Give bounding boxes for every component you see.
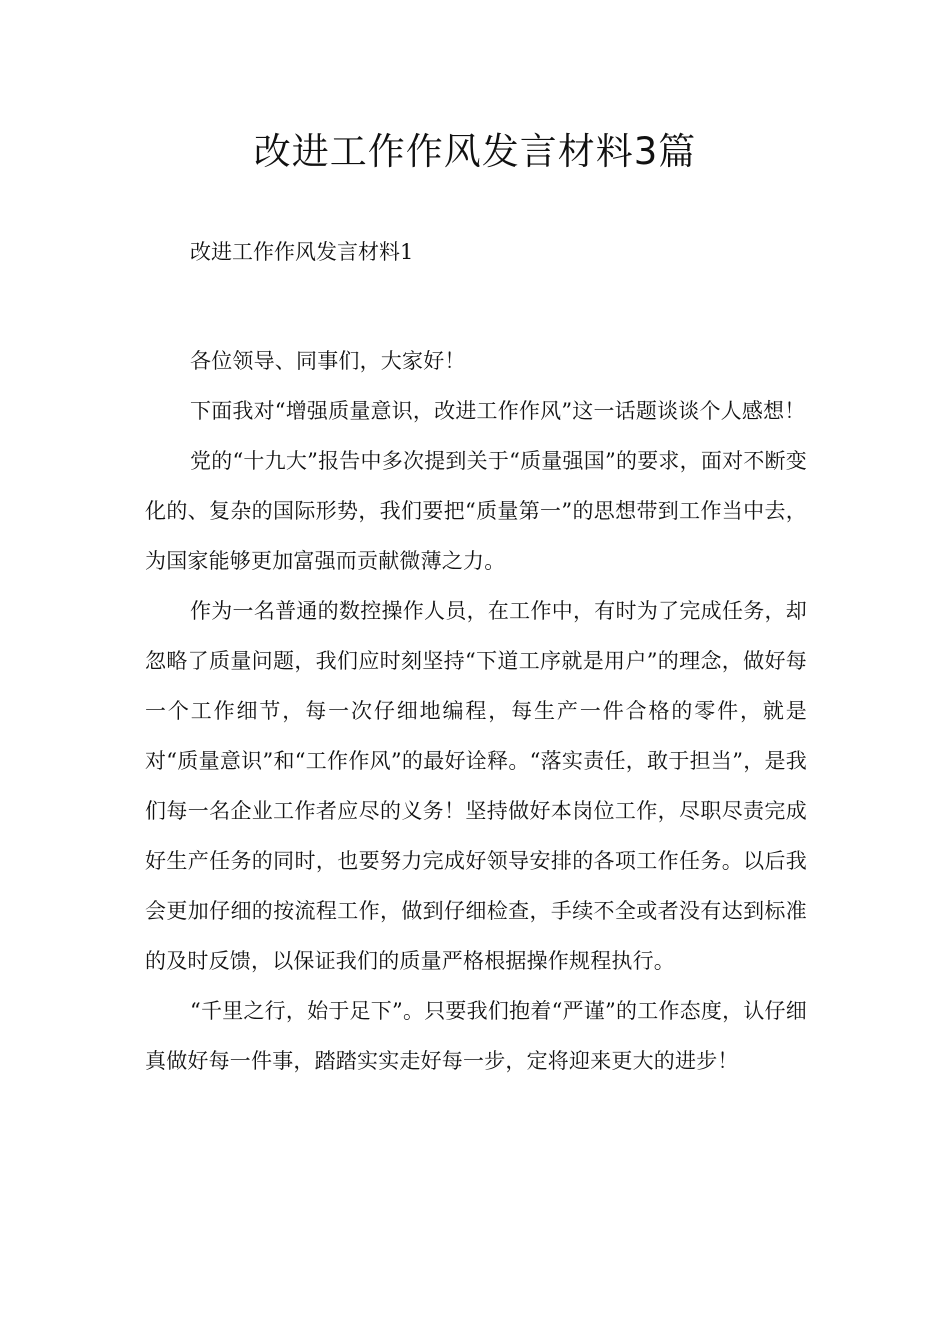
document-title: 改进工作作风发言材料3篇 bbox=[253, 130, 697, 173]
document-body bbox=[145, 336, 807, 1086]
paragraph-greeting: 各位领导、同事们，大家好！ bbox=[190, 349, 466, 373]
paragraph-conclusion: “千里之行，始于足下”。只要我们抱着“严谨”的工作态度，认仔细真做好每一件事，踏踏实实走好每一步，定将迎来更大的进步！ bbox=[145, 999, 807, 1073]
paragraph-intro: 下面我对“增强质量意识，改进工作作风”这一话题谈谈个人感想！ bbox=[190, 399, 806, 423]
paragraph-quality-nation: 党的“十九大”报告中多次提到关于“质量强国”的要求，面对不断变化的、复杂的国际形势，我们要把“质量第一”的思想带到工作当中去，为国家能够更加富强而贡献微薄之力。 bbox=[145, 449, 807, 573]
paragraph-operator-duty: 作为一名普通的数控操作人员，在工作中，有时为了完成任务，却忽略了质量问题，我们应时刻坚持“下道工序就是用户”的理念，做好每一个工作细节，每一次仔细地编程，每生产一件合格的零件，就是对“质量意识”和“工作作风”的最好诠释。“落实责任，敢于担当”，是我们每一名企业工作者应尽的义务！坚持做好本岗位工作，尽职尽责完成好生产任务的同时，也要努力完成好领导安排的各项工作任务。以后我会更加仔细的按流程工作，做到仔细检查，手续不全或者没有达到标准的及时反馈，以保证我们的质量严格根据操作规程执行。 bbox=[145, 599, 807, 973]
section-title: 改进工作作风发言材料1 bbox=[190, 240, 414, 264]
